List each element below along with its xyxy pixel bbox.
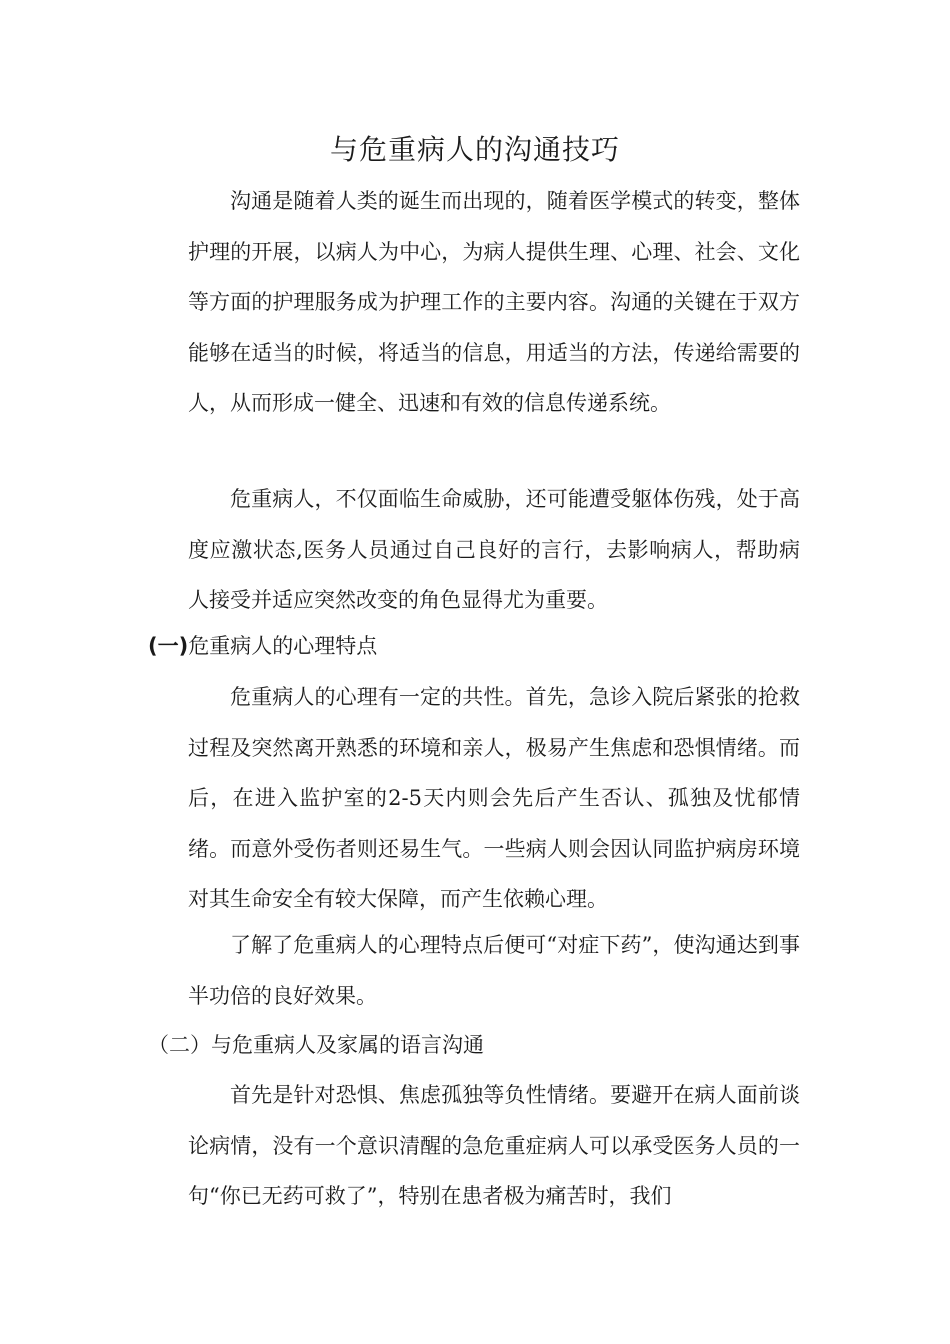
paragraph-understanding: 了解了危重病人的心理特点后便可“对症下药”，使沟通达到事半功倍的良好效果。 [188, 933, 800, 1008]
section-heading-1-marker: (一) [148, 634, 189, 658]
section-heading-1 [148, 621, 377, 671]
paragraph-psychology: 危重病人的心理有一定的共性。首先，急诊入院后紧张的抢救过程及突然离开熟悉的环境和亲人，极易产生焦虑和恐惧情绪。而后，在进入监护室的2-5天内则会先后产生否认、孤独及忧郁情绪。而意外受伤者则还易生气。一些病人则会因认同监护病房环境对其生命安全有较大保障，而产生依赖心理。 [188, 685, 800, 912]
paragraph-critical-patients: 危重病人，不仅面临生命威胁，还可能遭受躯体伤残，处于高度应激状态,医务人员通过自己良好的言行，去影响病人，帮助病人接受并适应突然改变的角色显得尤为重要。 [188, 487, 800, 613]
paragraph-intro: 沟通是随着人类的诞生而出现的，随着医学模式的转变，整体护理的开展，以病人为中心，为病人提供生理、心理、社会、文化等方面的护理服务成为护理工作的主要内容。沟通的关键在于双方能够在适当的时候，将适当的信息，用适当的方法，传递给需要的人，从而形成一健全、迅速和有效的信息传递系统。 [188, 189, 800, 416]
document-title: 与危重病人的沟通技巧 [329, 133, 620, 166]
section-heading-1-text: 危重病人的心理特点 [188, 634, 378, 658]
section-heading-2: （二）与危重病人及家属的语言沟通 [148, 1033, 484, 1057]
paragraph-negative-emotions: 首先是针对恐惧、焦虑孤独等负性情绪。要避开在病人面前谈论病情，没有一个意识清醒的急危重症病人可以承受医务人员的一句“你已无药可救了”，特别在患者极为痛苦时，我们 [188, 1083, 800, 1209]
